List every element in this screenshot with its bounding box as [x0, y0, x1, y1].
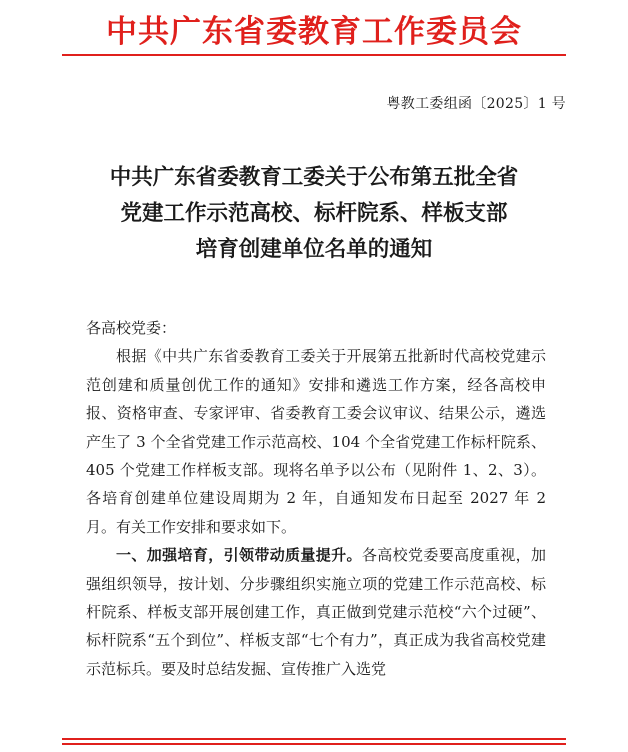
footer-red-rule-1 — [62, 738, 566, 740]
document-title — [0, 160, 628, 268]
paragraph-2-text: 各高校党委要高度重视，加强组织领导，按计划、分步骤组织实施立项的党建工作示范高校、标杆院系、样板支部开展创建工作，真正做到党建示范校“六个过硬”、标杆院系“五个到位”、样板支部“七个有力”，真正成为我省高校党建示范标兵。要及时总结发掘、宣传推广入选党 — [86, 546, 546, 678]
document-number: 粤教工委组函〔2025〕1 号 — [386, 96, 566, 112]
masthead-red-rule — [62, 54, 566, 56]
paragraph-2 — [86, 541, 546, 683]
masthead-title: 中共广东省委教育工作委员会 — [106, 14, 522, 50]
paragraph-2-heading: 一、加强培育，引领带动质量提升。 — [116, 546, 362, 565]
title-line-1: 中共广东省委教育工委关于公布第五批全省 — [109, 165, 519, 190]
document-body — [86, 314, 546, 683]
paragraph-1: 根据《中共广东省委教育工委关于开展第五批新时代高校党建示范创建和质量创优工作的通知》安排和遴选工作方案，经各高校申报、资格审查、专家评审、省委教育工委会议审议、结果公示，遴选产生了 3 个全省党建工作示范高校、104 个全省党建工作标杆院系、405 个党建工作样板支部。现将名单予以公布（见附件 1、2、3）。各培育创建单位建设周期为 2 年，自通知发布日起至 2027 年 2 月。有关工作安排和要求如下。 — [86, 347, 546, 536]
title-line-3: 培育创建单位名单的通知 — [195, 237, 433, 262]
salutation: 各高校党委： — [86, 319, 177, 337]
title-line-2: 党建工作示范高校、标杆院系、样板支部 — [120, 201, 508, 226]
footer-red-rule-2 — [62, 743, 566, 745]
